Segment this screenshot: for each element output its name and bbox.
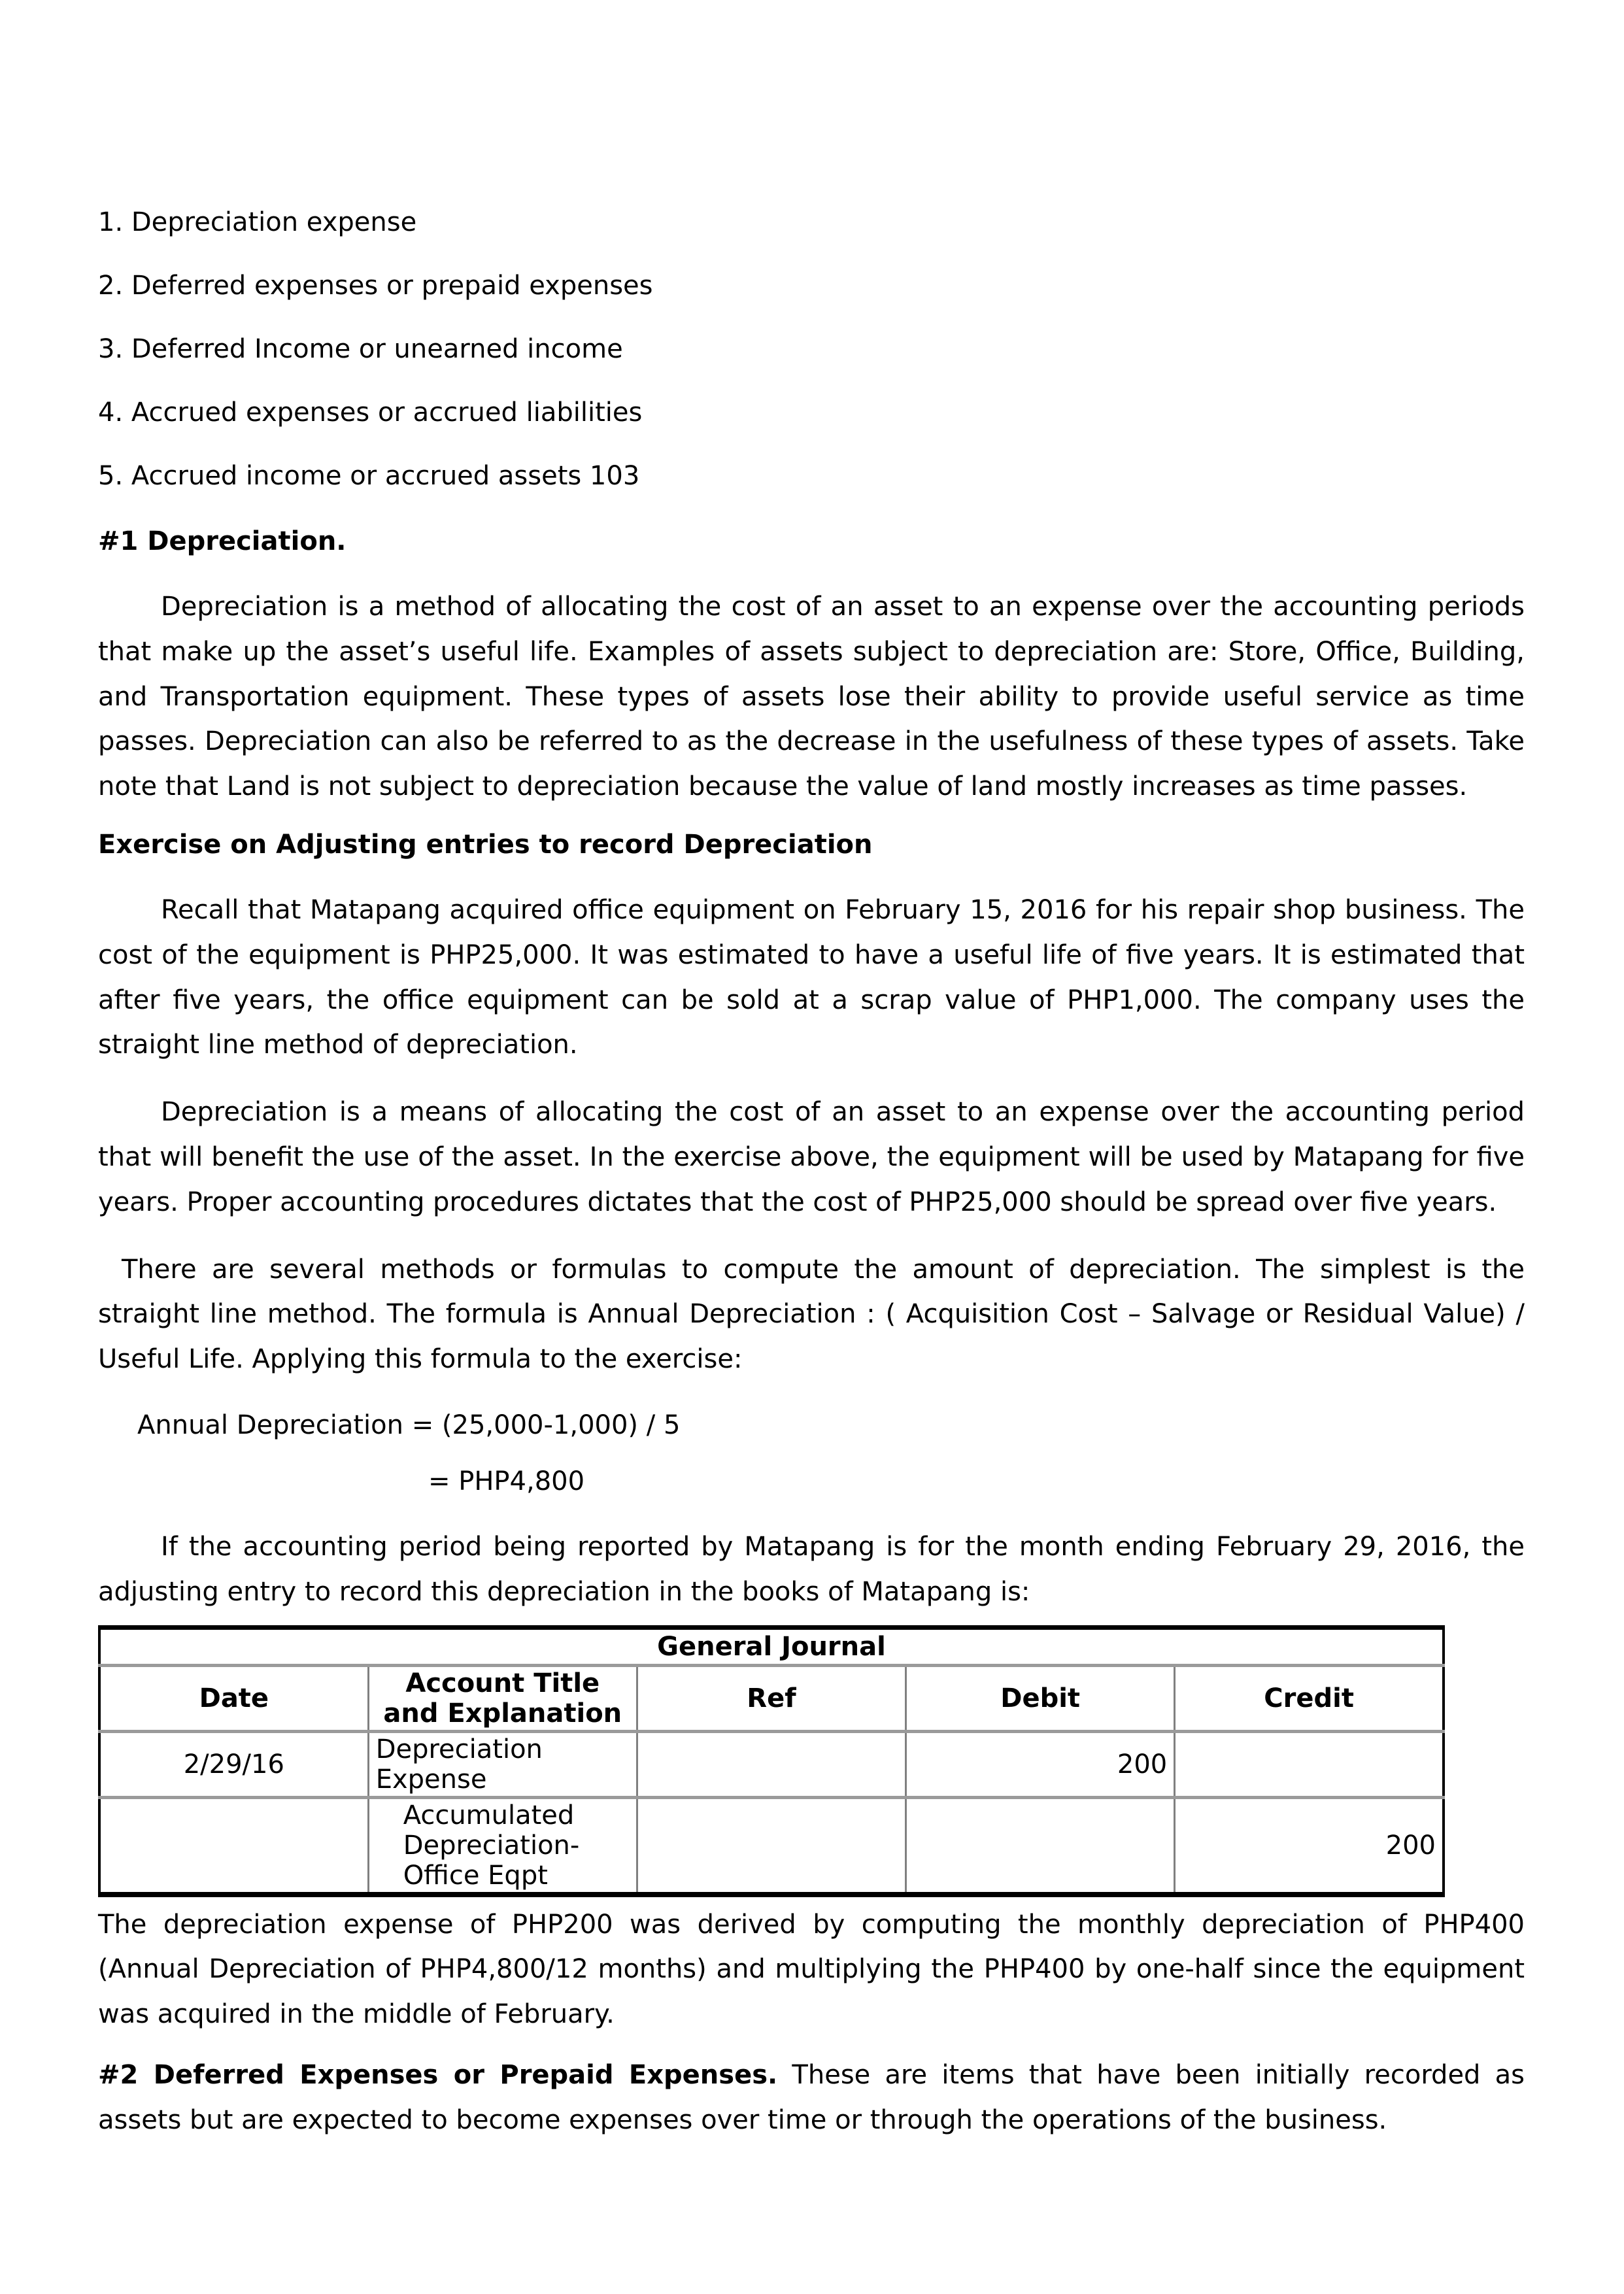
column-header-debit: Debit xyxy=(906,1665,1175,1731)
cell-debit: 200 xyxy=(906,1731,1175,1797)
cell-date: 2/29/16 xyxy=(99,1731,368,1797)
spacer xyxy=(98,554,1525,584)
cell-credit: 200 xyxy=(1175,1797,1444,1895)
list-item: 3. Deferred Income or unearned income xyxy=(98,334,623,364)
formula-annual-depreciation: Annual Depreciation = (25,000-1,000) / 5 xyxy=(137,1409,681,1440)
column-header-ref: Ref xyxy=(637,1665,905,1731)
spacer xyxy=(98,1068,1525,1090)
section-2-paragraph xyxy=(98,2053,1525,2143)
exercise-paragraph-1: Recall that Matapang acquired office equipment on February 15, 2016 for his repair shop business. The cost of the equipment is PHP25,000. It was estimated to have a useful life of five years. It is estimated that after five years, the office equipment can be sold at a scrap value of PHP1,000. The company uses the straight line method of depreciation. xyxy=(98,894,1525,1060)
exercise-paragraph-3: There are several methods or formulas to compute the amount of depreciation. The simplest is the straight line method. The formula is Annual Depreciation : ( Acquisition Cost – Salvage or Residual Value) / Useful Life. Applying this formula to the exercise: xyxy=(98,1254,1525,1375)
journal-title-row xyxy=(99,1627,1444,1665)
list-item: 2. Deferred expenses or prepaid expenses xyxy=(98,271,653,301)
column-header-credit: Credit xyxy=(1175,1665,1444,1731)
adjustment-types-list xyxy=(98,209,1525,489)
cell-ref xyxy=(637,1797,905,1895)
column-header-date: Date xyxy=(99,1665,368,1731)
spacer xyxy=(98,1494,1525,1525)
spacer xyxy=(98,1897,1525,1902)
spacer xyxy=(98,1615,1525,1625)
table-row xyxy=(99,1731,1444,1797)
spacer xyxy=(98,858,1525,888)
general-journal-table xyxy=(98,1625,1445,1897)
section-2-heading: #2 Deferred Expenses or Prepaid Expenses. xyxy=(98,2059,778,2090)
list-item: 1. Depreciation expense xyxy=(98,207,417,237)
cell-credit xyxy=(1175,1731,1444,1797)
table-row xyxy=(99,1797,1444,1895)
document-content xyxy=(98,209,1525,2143)
journal-header-row xyxy=(99,1665,1444,1731)
cell-account-text: Accumulated Depreciation-Office Eqpt xyxy=(403,1800,580,1891)
section-2-text: These are items that have been initially recorded as assets but are expected to become expenses over time or through the operations of the business. xyxy=(98,2059,1525,2135)
cell-account: Depreciation Expense xyxy=(368,1731,637,1797)
spacer xyxy=(98,809,1525,832)
list-item: 5. Accrued income or accrued assets 103 xyxy=(98,461,640,491)
formula-result: = PHP4,800 xyxy=(428,1466,585,1496)
spacer xyxy=(98,1382,1525,1412)
cell-account xyxy=(368,1797,637,1895)
exercise-heading: Exercise on Adjusting entries to record Depreciation xyxy=(98,829,873,860)
cell-debit xyxy=(906,1797,1175,1895)
cell-ref xyxy=(637,1731,905,1797)
spacer xyxy=(98,2037,1525,2053)
spacer xyxy=(98,1438,1525,1468)
journal-title: General Journal xyxy=(99,1627,1444,1665)
list-item: 4. Accrued expenses or accrued liabilities xyxy=(98,397,643,428)
spacer xyxy=(98,489,1525,528)
exercise-paragraph-2: Depreciation is a means of allocating the cost of an asset to an expense over the accounting period that will benefit the use of the asset. In the exercise above, the equipment will be used by Matapang for five years. Proper accounting procedures dictates that the cost of PHP25,000 should be spread over five years. xyxy=(98,1097,1525,1217)
section-1-paragraph: Depreciation is a method of allocating the cost of an asset to an expense over the accounting periods that make up the asset’s useful life. Examples of assets subject to depreciation are: Store, Office, Building, and Transportation equipment. These types of assets lose their ability to provide useful service as time passes. Depreciation can also be referred to as the decrease in the usefulness of these types of assets. Take note that Land is not subject to depreciation because the value of land mostly increases as time passes. xyxy=(98,592,1525,802)
after-table-paragraph: The depreciation expense of PHP200 was derived by computing the monthly depreciation of PHP400 (Annual Depreciation of PHP4,800/12 months) and multiplying the PHP400 by one-half since the equipment was acquired in the middle of February. xyxy=(98,1909,1525,2030)
spacer xyxy=(98,1225,1525,1247)
exercise-paragraph-4: If the accounting period being reported by Matapang is for the month ending February 29, 2016, the adjusting entry to record this depreciation in the books of Matapang is: xyxy=(98,1531,1525,1607)
section-1-heading: #1 Depreciation. xyxy=(98,526,347,556)
cell-date xyxy=(99,1797,368,1895)
column-header-account: Account Title and Explanation xyxy=(368,1665,637,1731)
